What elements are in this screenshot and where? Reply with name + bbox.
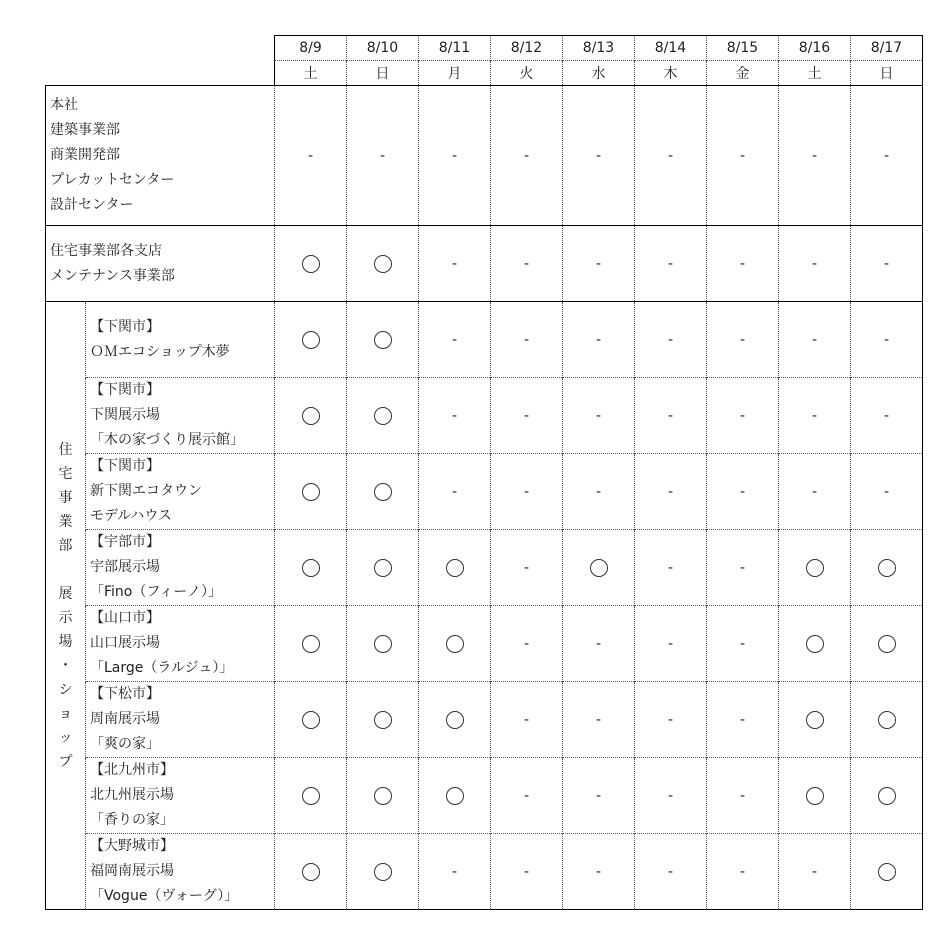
schedule-cell (779, 682, 851, 758)
schedule-cell (347, 606, 419, 682)
schedule-cell (851, 378, 923, 454)
closed-dash-mark: - (667, 711, 674, 728)
open-circle-icon (446, 559, 464, 577)
closed-dash-mark: - (667, 255, 674, 272)
schedule-cell (851, 606, 923, 682)
schedule-cell (563, 302, 635, 378)
schedule-cell (635, 758, 707, 834)
group-label-char: ・ (58, 657, 73, 674)
open-circle-icon (878, 787, 896, 805)
row-label-line: 新下関エコタウン (90, 483, 202, 499)
closed-dash-mark: - (739, 483, 746, 500)
weekday-cell: 土 (779, 61, 851, 86)
row-label-line: 「木の家づくり展示館」 (90, 432, 244, 448)
schedule-cell (635, 682, 707, 758)
closed-dash-mark: - (811, 407, 818, 424)
row-label-line: 福岡南展示場 (90, 863, 174, 879)
closed-dash-mark: - (811, 483, 818, 500)
open-circle-icon (374, 863, 392, 881)
schedule-cell (275, 302, 347, 378)
schedule-cell (347, 530, 419, 606)
group-label-char: 業 (58, 513, 73, 530)
schedule-cell (491, 834, 563, 910)
weekday-cell: 水 (563, 61, 635, 86)
schedule-cell (419, 302, 491, 378)
schedule-cell (347, 682, 419, 758)
schedule-row (46, 454, 923, 530)
schedule-cell (275, 378, 347, 454)
group-label-char: ョ (58, 705, 73, 722)
open-circle-icon (878, 635, 896, 653)
holiday-schedule-table (45, 35, 923, 910)
schedule-cell (851, 454, 923, 530)
schedule-cell (707, 302, 779, 378)
date-cell: 8/10 (347, 36, 419, 61)
closed-dash-mark: - (451, 331, 458, 348)
schedule-cell (491, 226, 563, 302)
row-label-line: 設計センター (50, 197, 134, 213)
group-label-char: 宅 (58, 465, 73, 482)
open-circle-icon (374, 711, 392, 729)
schedule-cell (851, 758, 923, 834)
schedule-cell (851, 86, 923, 226)
schedule-cell (851, 530, 923, 606)
row-label-line: 商業開発部 (50, 147, 120, 163)
row-label-cell (86, 454, 275, 530)
group-label-char: 展 (58, 585, 73, 602)
closed-dash-mark: - (523, 863, 530, 880)
schedule-cell (419, 606, 491, 682)
open-circle-icon (374, 483, 392, 501)
open-circle-icon (302, 331, 320, 349)
schedule-cell (707, 378, 779, 454)
schedule-cell (419, 226, 491, 302)
group-label-char: 事 (58, 489, 73, 506)
schedule-cell (563, 834, 635, 910)
schedule-cell (563, 226, 635, 302)
closed-dash-mark: - (739, 255, 746, 272)
row-label-cell (86, 530, 275, 606)
schedule-cell (851, 834, 923, 910)
date-cell: 8/17 (851, 36, 923, 61)
open-circle-icon (374, 635, 392, 653)
closed-dash-mark: - (883, 483, 890, 500)
schedule-cell (707, 606, 779, 682)
schedule-cell (347, 378, 419, 454)
open-circle-icon (302, 635, 320, 653)
schedule-cell (419, 530, 491, 606)
closed-dash-mark: - (883, 255, 890, 272)
closed-dash-mark: - (595, 787, 602, 804)
schedule-cell (563, 530, 635, 606)
schedule-row (46, 606, 923, 682)
schedule-cell (491, 302, 563, 378)
row-label-cell (86, 606, 275, 682)
closed-dash-mark: - (667, 559, 674, 576)
schedule-cell (347, 86, 419, 226)
closed-dash-mark: - (379, 147, 386, 164)
row-label-line: 住宅事業部各支店 (50, 242, 162, 259)
schedule-cell (419, 834, 491, 910)
schedule-cell (275, 606, 347, 682)
schedule-row (46, 682, 923, 758)
schedule-cell (491, 530, 563, 606)
closed-dash-mark: - (667, 331, 674, 348)
open-circle-icon (302, 711, 320, 729)
schedule-cell (275, 530, 347, 606)
schedule-row (46, 834, 923, 910)
closed-dash-mark: - (667, 863, 674, 880)
row-label-line: 【下関市】 (90, 458, 160, 474)
schedule-cell (707, 834, 779, 910)
closed-dash-mark: - (667, 147, 674, 164)
closed-dash-mark: - (883, 147, 890, 164)
row-label-line: 「Large（ラルジュ）」 (90, 660, 234, 676)
schedule-row (46, 378, 923, 454)
schedule-cell (779, 302, 851, 378)
open-circle-icon (374, 255, 392, 273)
schedule-cell (779, 226, 851, 302)
closed-dash-mark: - (523, 147, 530, 164)
closed-dash-mark: - (523, 635, 530, 652)
schedule-cell (635, 226, 707, 302)
open-circle-icon (878, 559, 896, 577)
schedule-cell (707, 758, 779, 834)
schedule-cell (491, 758, 563, 834)
group-label-char: 場 (58, 633, 73, 650)
weekday-cell: 日 (851, 61, 923, 86)
closed-dash-mark: - (595, 635, 602, 652)
closed-dash-mark: - (883, 331, 890, 348)
row-label-line: 山口展示場 (90, 635, 160, 651)
schedule-cell (347, 454, 419, 530)
schedule-cell (275, 454, 347, 530)
schedule-cell (419, 758, 491, 834)
schedule-cell (779, 606, 851, 682)
closed-dash-mark: - (523, 711, 530, 728)
schedule-cell (275, 834, 347, 910)
row-label-cell (86, 302, 275, 378)
schedule-cell (491, 86, 563, 226)
schedule-cell (491, 606, 563, 682)
schedule-row (46, 86, 923, 226)
schedule-cell (779, 86, 851, 226)
schedule-cell (563, 86, 635, 226)
date-cell: 8/12 (491, 36, 563, 61)
closed-dash-mark: - (595, 147, 602, 164)
schedule-cell (635, 530, 707, 606)
open-circle-icon (302, 559, 320, 577)
group-label-vertical (46, 302, 86, 910)
closed-dash-mark: - (883, 407, 890, 424)
weekday-cell: 月 (419, 61, 491, 86)
schedule-cell (707, 682, 779, 758)
row-label-cell (86, 834, 275, 910)
closed-dash-mark: - (307, 147, 314, 164)
open-circle-icon (806, 787, 824, 805)
schedule-cell (707, 86, 779, 226)
schedule-cell (347, 226, 419, 302)
closed-dash-mark: - (811, 255, 818, 272)
closed-dash-mark: - (739, 787, 746, 804)
schedule-cell (563, 758, 635, 834)
closed-dash-mark: - (739, 147, 746, 164)
schedule-cell (635, 302, 707, 378)
closed-dash-mark: - (595, 863, 602, 880)
row-label-line: 建築事業部 (50, 122, 120, 138)
group-label-char (46, 558, 85, 582)
schedule-cell (275, 86, 347, 226)
open-circle-icon (302, 787, 320, 805)
closed-dash-mark: - (739, 711, 746, 728)
group-label-char: ッ (58, 729, 73, 746)
row-label-line: 「Vogue（ヴォーグ）」 (90, 888, 239, 904)
schedule-cell (347, 758, 419, 834)
open-circle-icon (878, 711, 896, 729)
schedule-cell (851, 302, 923, 378)
open-circle-icon (806, 711, 824, 729)
closed-dash-mark: - (595, 483, 602, 500)
row-label-cell (86, 378, 275, 454)
open-circle-icon (374, 407, 392, 425)
date-cell: 8/16 (779, 36, 851, 61)
group-label-char: 示 (58, 609, 73, 626)
schedule-cell (779, 758, 851, 834)
schedule-row (46, 302, 923, 378)
closed-dash-mark: - (451, 255, 458, 272)
group-label-char: 住 (58, 441, 73, 458)
header-blank-cell (46, 36, 275, 86)
row-label-line: プレカットセンター (50, 172, 175, 188)
schedule-cell (491, 378, 563, 454)
date-cell: 8/15 (707, 36, 779, 61)
weekday-cell: 日 (347, 61, 419, 86)
row-label-line: 本社 (50, 97, 78, 113)
schedule-cell (707, 454, 779, 530)
closed-dash-mark: - (811, 863, 818, 880)
open-circle-icon (374, 787, 392, 805)
open-circle-icon (374, 559, 392, 577)
open-circle-icon (302, 255, 320, 273)
closed-dash-mark: - (595, 711, 602, 728)
schedule-cell (563, 606, 635, 682)
row-label-cell (86, 682, 275, 758)
schedule-cell (491, 454, 563, 530)
schedule-cell (419, 454, 491, 530)
closed-dash-mark: - (811, 147, 818, 164)
schedule-row (46, 758, 923, 834)
schedule-cell (851, 682, 923, 758)
schedule-row (46, 530, 923, 606)
row-label-line: 「Fino（フィーノ）」 (90, 584, 222, 600)
closed-dash-mark: - (451, 863, 458, 880)
open-circle-icon (446, 635, 464, 653)
schedule-cell (707, 226, 779, 302)
schedule-cell (635, 378, 707, 454)
closed-dash-mark: - (811, 331, 818, 348)
row-label-cell (46, 226, 275, 302)
row-label-line: メンテナンス事業部 (50, 267, 175, 284)
row-label-line: 【下関市】 (90, 318, 160, 335)
schedule-cell (707, 530, 779, 606)
open-circle-icon (806, 559, 824, 577)
schedule-cell (347, 834, 419, 910)
schedule-cell (635, 86, 707, 226)
closed-dash-mark: - (739, 635, 746, 652)
schedule-cell (779, 834, 851, 910)
schedule-cell (635, 454, 707, 530)
schedule-cell (635, 834, 707, 910)
row-label-line: 【山口市】 (90, 610, 160, 626)
schedule-cell (419, 378, 491, 454)
closed-dash-mark: - (595, 331, 602, 348)
group-label-char: プ (58, 753, 73, 770)
closed-dash-mark: - (523, 255, 530, 272)
date-cell: 8/14 (635, 36, 707, 61)
open-circle-icon (806, 635, 824, 653)
closed-dash-mark: - (451, 483, 458, 500)
row-label-line: ＯＭエコショップ木夢 (90, 343, 230, 360)
row-label-line: 【下関市】 (90, 382, 160, 398)
weekday-cell: 土 (275, 61, 347, 86)
row-label-cell (86, 758, 275, 834)
row-label-line: 【大野城市】 (90, 838, 174, 854)
closed-dash-mark: - (667, 483, 674, 500)
closed-dash-mark: - (667, 787, 674, 804)
row-label-line: 周南展示場 (90, 711, 160, 727)
group-label-char: シ (58, 681, 73, 698)
closed-dash-mark: - (523, 559, 530, 576)
schedule-cell (419, 682, 491, 758)
closed-dash-mark: - (451, 407, 458, 424)
open-circle-icon (446, 787, 464, 805)
weekday-cell: 金 (707, 61, 779, 86)
row-label-cell (46, 86, 275, 226)
open-circle-icon (302, 407, 320, 425)
schedule-cell (779, 530, 851, 606)
schedule-cell (635, 606, 707, 682)
schedule-cell (563, 378, 635, 454)
date-cell: 8/11 (419, 36, 491, 61)
date-cell: 8/13 (563, 36, 635, 61)
closed-dash-mark: - (523, 331, 530, 348)
schedule-cell (851, 226, 923, 302)
closed-dash-mark: - (523, 407, 530, 424)
open-circle-icon (374, 331, 392, 349)
schedule-cell (347, 302, 419, 378)
row-label-line: 【下松市】 (90, 686, 160, 702)
schedule-cell (779, 454, 851, 530)
group-label-char: 部 (58, 537, 73, 554)
schedule-cell (779, 378, 851, 454)
open-circle-icon (878, 863, 896, 881)
closed-dash-mark: - (523, 787, 530, 804)
schedule-cell (275, 682, 347, 758)
header-date-row (46, 36, 923, 61)
open-circle-icon (302, 483, 320, 501)
schedule-cell (563, 454, 635, 530)
row-label-line: 【北九州市】 (90, 762, 174, 778)
row-label-line: モデルハウス (90, 508, 172, 524)
weekday-cell: 火 (491, 61, 563, 86)
open-circle-icon (302, 863, 320, 881)
date-cell: 8/9 (275, 36, 347, 61)
row-label-line: 宇部展示場 (90, 559, 160, 575)
row-label-line: 「香りの家」 (90, 812, 174, 828)
closed-dash-mark: - (739, 407, 746, 424)
closed-dash-mark: - (451, 147, 458, 164)
closed-dash-mark: - (667, 635, 674, 652)
open-circle-icon (590, 559, 608, 577)
schedule-cell (275, 758, 347, 834)
weekday-cell: 木 (635, 61, 707, 86)
schedule-row (46, 226, 923, 302)
row-label-line: 北九州展示場 (90, 787, 174, 803)
closed-dash-mark: - (667, 407, 674, 424)
schedule-cell (491, 682, 563, 758)
schedule-cell (275, 226, 347, 302)
row-label-line: 下関展示場 (90, 407, 160, 423)
closed-dash-mark: - (595, 407, 602, 424)
closed-dash-mark: - (739, 559, 746, 576)
closed-dash-mark: - (523, 483, 530, 500)
closed-dash-mark: - (739, 863, 746, 880)
schedule-cell (419, 86, 491, 226)
closed-dash-mark: - (595, 255, 602, 272)
schedule-cell (563, 682, 635, 758)
row-label-line: 「爽の家」 (90, 736, 160, 752)
closed-dash-mark: - (739, 331, 746, 348)
row-label-line: 【宇部市】 (90, 534, 160, 550)
open-circle-icon (446, 711, 464, 729)
